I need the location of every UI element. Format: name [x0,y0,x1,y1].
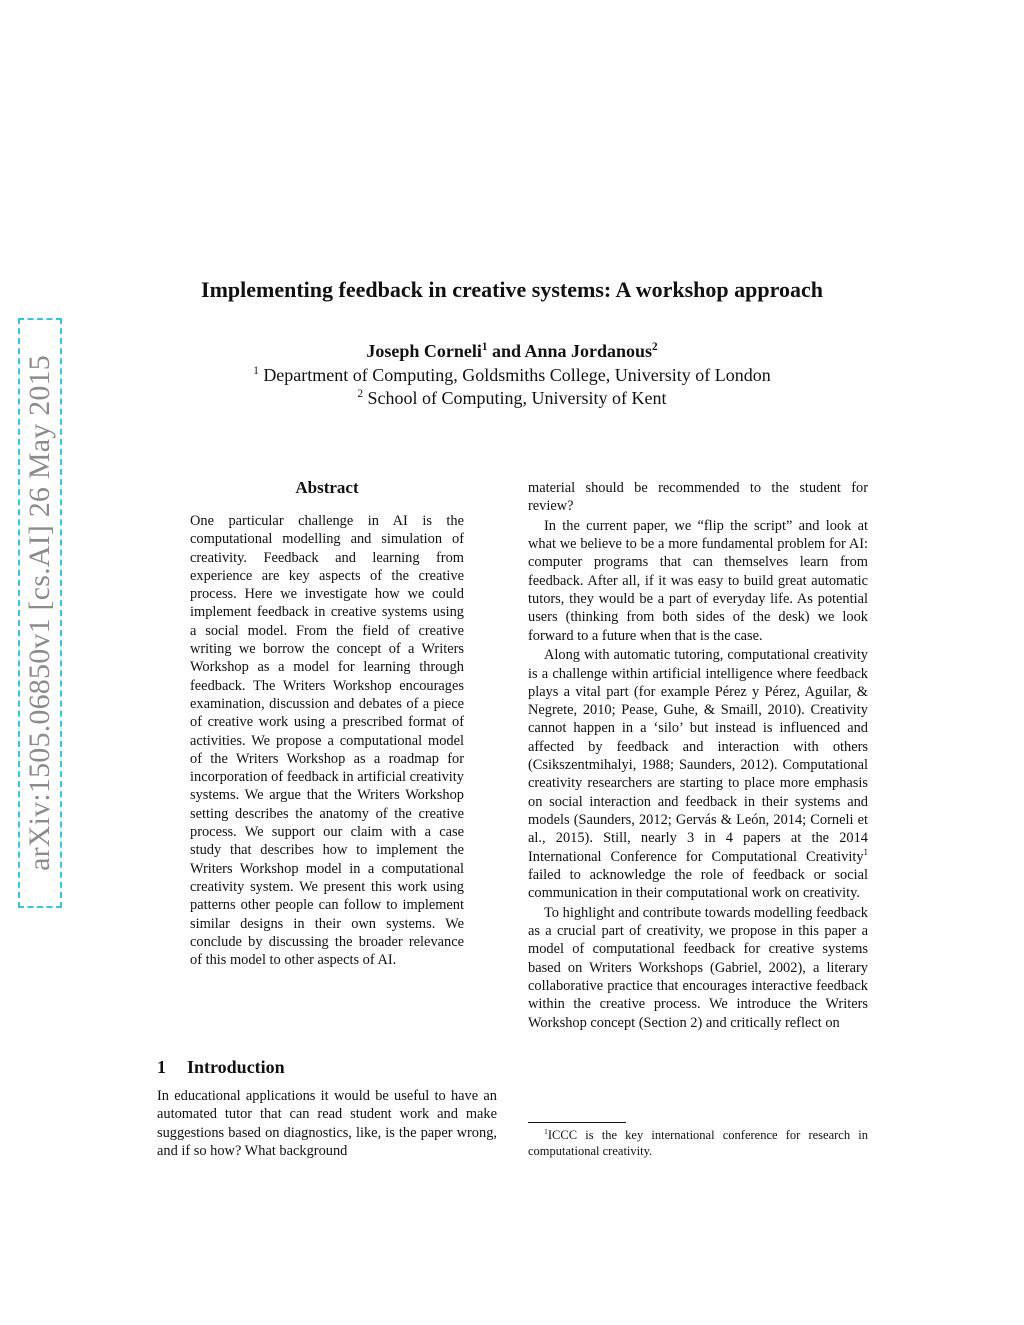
footnote-rule [528,1122,626,1123]
abstract-section [190,512,464,969]
right-column [528,479,868,1033]
author-line [0,341,1024,362]
paragraph-text: failed to acknowledge the role of feedback or social communication in their computational work on creativity. [528,866,868,902]
footnote-text: ICCC is the key international conference for research in computational creativity. [528,1128,868,1158]
paragraph: In the current paper, we “flip the script” and look at what we believe to be a more fundamental problem for AI: computer programs that can themselves learn from feedback. After all, if it was easy to build great automatic tutors, they would be a part of everyday life. As potential users (thinking from both sides of the desk) we look forward to a future when that is the case. [528,517,868,644]
section-title: Introduction [187,1057,285,1077]
affiliation-text: School of Computing, University of Kent [363,388,667,408]
section-number: 1 [157,1057,166,1077]
paragraph: In educational applications it would be useful to have an automated tutor that can read student work and make suggestions based on diagnostics, like, is the paper wrong, and if so how? What background [157,1088,497,1159]
affiliation-line [0,365,1024,386]
author-name: Anna Jordanous [524,341,653,361]
paragraph [528,646,868,902]
abstract-heading: Abstract [295,478,359,497]
paragraph-text: Along with automatic tutoring, computational creativity is a challenge within artificial intelligence where feedback plays a vital part (for example Pérez y Pérez, Aguilar, & Negrete, 2010; Pease, Guhe, & Smaill, 2010). Creativity cannot happen in a ‘silo’ but instead is influenced and affected by feedback and interaction with others (Csikszentmihalyi, 1988; Saunders, 2012). Computational creativity researchers are starting to place more emphasis on social interaction and feedback in their systems and models (Saunders, 2012; Gervás & León, 2014; Corneli et al., 2015). Still, nearly 3 in 4 papers at the 2014 International Conference for Computational Creativity [528,647,868,865]
paper-title: Implementing feedback in creative systems: A workshop approach [201,277,823,302]
author-name: Joseph Corneli [366,341,482,361]
footnote-marker: 1 [863,846,868,857]
affiliation-marker: 2 [357,388,364,400]
affiliation-marker: 2 [652,341,658,353]
affiliation-marker: 1 [253,365,259,377]
affiliation-line [0,388,1024,409]
footnote: $^1$ICCC is the key international conference for research in computational creativity. [528,1126,868,1158]
arxiv-identifier-text: arXiv:1505.06850v1 [cs.AI] 26 May 2015 [23,355,56,871]
abstract-text: One particular challenge in AI is the computational modelling and simulation of creativity. Feedback and learning from experience are key aspects of the creative process. Here we investigate how we could implement feedback in creative systems using a social model. From the field of creative writing we borrow the concept of a Writers Workshop as a model for learning through feedback. The Writers Workshop encourages examination, discussion and debates of a piece of creative work using a prescribed format of activities. We propose a computational model of the Writers Workshop as a roadmap for incorporation of feedback in artificial creativity systems. We argue that the Writers Workshop setting describes the anatomy of the creative process. We support our claim with a case study that describes how to implement the Writers Workshop model in a computational creativity system. We present this work using patterns other people can follow to implement similar designs in their own systems. We conclude by discussing the broader relevance of this model to other aspects of AI. [190,513,464,969]
author-connector: and [487,341,525,361]
paragraph: material should be recommended to the student for review? [528,480,868,515]
affiliation-text: Department of Computing, Goldsmiths College, University of London [258,365,771,385]
introduction-section [157,1087,497,1160]
paragraph: To highlight and contribute towards modelling feedback as a crucial part of creativity, we propose in this paper a model of computational feedback for creative systems based on Writers Workshops (Gabriel, 2002), a literary collaborative practice that encourages interactive feedback within the creative process. We introduce the Writers Workshop concept (Section 2) and critically reflect on [528,904,868,1031]
affiliation-marker: 1 [481,341,488,353]
section-heading [157,1057,497,1078]
